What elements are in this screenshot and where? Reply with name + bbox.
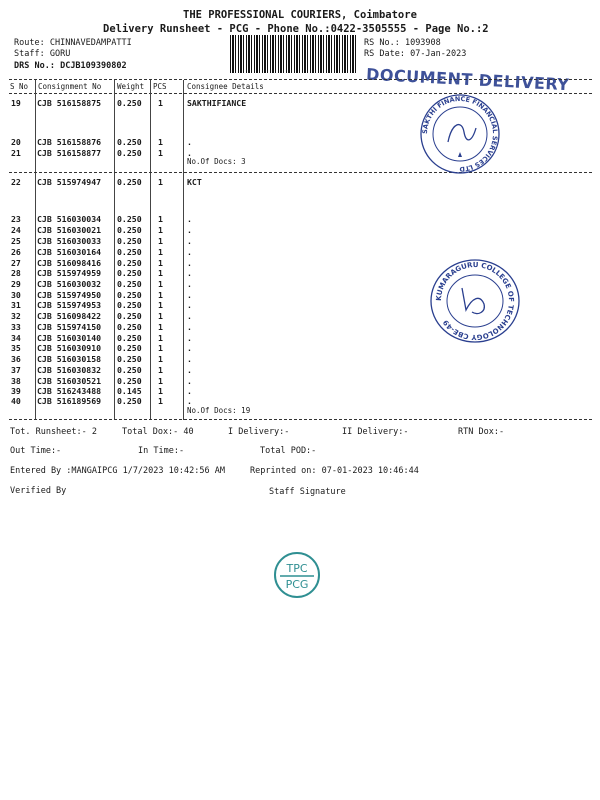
row-sno: 33	[11, 322, 21, 332]
row-pcs: 1	[158, 365, 163, 375]
row-pcs: 1	[158, 354, 163, 364]
table-row	[0, 98, 600, 109]
table-row	[0, 177, 600, 188]
row-sno: 20	[11, 137, 21, 147]
table-row	[0, 396, 600, 407]
col-sno: S No	[10, 82, 29, 91]
row-pcs: 1	[158, 268, 163, 278]
rs-no-value: 1093908	[404, 38, 441, 48]
row-consignee: .	[187, 365, 192, 375]
row-sno: 22	[11, 177, 21, 187]
row-weight: 0.250	[117, 258, 142, 268]
row-sno: 27	[11, 258, 21, 268]
row-consignee: .	[187, 279, 192, 289]
row-consignment: CJB 516030032	[37, 279, 102, 289]
table-row	[0, 214, 600, 225]
document-delivery-stamp: DOCUMENT DELIVERY	[365, 64, 570, 95]
rs-date-label: RS Date:	[364, 49, 405, 59]
table-row	[0, 225, 600, 236]
entered-by: Entered By :MANGAIPCG 1/7/2023 10:42:56 AM	[10, 466, 225, 476]
rs-date-value: 07-Jan-2023	[410, 49, 467, 59]
table-row	[0, 354, 600, 365]
row-pcs: 1	[158, 376, 163, 386]
row-pcs: 1	[158, 333, 163, 343]
row-consignment: CJB 516158876	[37, 137, 102, 147]
row-consignee: .	[187, 333, 192, 343]
staff-value: GORU	[49, 49, 71, 59]
row-pcs: 1	[158, 322, 163, 332]
row-pcs: 1	[158, 247, 163, 257]
row-consignee: .	[187, 386, 192, 396]
staff-label: Staff:	[14, 49, 45, 59]
row-sno: 34	[11, 333, 21, 343]
row-pcs: 1	[158, 279, 163, 289]
row-consignee: .	[187, 354, 192, 364]
row-consignment: CJB 515974953	[37, 300, 102, 310]
row-pcs: 1	[158, 148, 163, 158]
route-value: CHINNAVEDAMPATTI	[49, 38, 132, 48]
row-weight: 0.250	[117, 290, 142, 300]
rs-no-label: RS No.:	[364, 38, 400, 48]
row-weight: 0.250	[117, 279, 142, 289]
group-docs-count: No.Of Docs: 3	[187, 157, 246, 166]
row-sno: 25	[11, 236, 21, 246]
route-line	[14, 38, 132, 48]
row-consignment: CJB 516098416	[37, 258, 102, 268]
header-top-rule	[9, 79, 592, 80]
row-pcs: 1	[158, 177, 163, 187]
row-consignee: .	[187, 311, 192, 321]
row-weight: 0.145	[117, 386, 142, 396]
staff-signature: Staff Signature	[269, 487, 346, 497]
row-weight: 0.250	[117, 98, 142, 108]
row-weight: 0.250	[117, 365, 142, 375]
kumaraguru-college-stamp	[428, 258, 522, 344]
table-row	[0, 343, 600, 354]
row-consignment: CJB 515974950	[37, 290, 102, 300]
row-pcs: 1	[158, 225, 163, 235]
row-consignee: .	[187, 290, 192, 300]
table-row	[0, 365, 600, 376]
row-pcs: 1	[158, 258, 163, 268]
row-weight: 0.250	[117, 300, 142, 310]
row-consignment: CJB 515974959	[37, 268, 102, 278]
table-row	[0, 137, 600, 148]
row-sno: 38	[11, 376, 21, 386]
row-consignee: .	[187, 225, 192, 235]
rtn-dox: RTN Dox:-	[458, 427, 505, 437]
row-consignment: CJB 515974947	[37, 177, 102, 187]
signature-scribble	[462, 288, 484, 314]
row-consignee: .	[187, 322, 192, 332]
row-consignee: .	[187, 268, 192, 278]
row-consignment: CJB 516158875	[37, 98, 102, 108]
row-consignment: CJB 516030910	[37, 343, 102, 353]
row-consignee: .	[187, 258, 192, 268]
row-sno: 28	[11, 268, 21, 278]
row-sno: 36	[11, 354, 21, 364]
table-row	[0, 236, 600, 247]
row-consignment: CJB 516030832	[37, 365, 102, 375]
ii-delivery: II Delivery:-	[342, 427, 409, 437]
out-time: Out Time:-	[10, 446, 62, 456]
tpc-pcg-logo	[271, 551, 323, 599]
row-sno: 23	[11, 214, 21, 224]
logo-bottom-text: PCG	[285, 578, 309, 591]
row-consignee: KCT	[187, 177, 202, 187]
row-sno: 37	[11, 365, 21, 375]
tot-runsheet: Tot. Runsheet:- 2	[10, 427, 97, 437]
star-icon	[458, 152, 462, 157]
row-consignment: CJB 516158877	[37, 148, 102, 158]
row-weight: 0.250	[117, 333, 142, 343]
kumaraguru-stamp-text: KUMARAGURU COLLEGE OF TECHNOLOGY CBE-49	[434, 260, 516, 342]
row-sno: 24	[11, 225, 21, 235]
route-label: Route:	[14, 38, 45, 48]
row-pcs: 1	[158, 300, 163, 310]
row-sno: 31	[11, 300, 21, 310]
runsheet-title: Delivery Runsheet - PCG - Phone No.:0422-3505555 - Page No.:2	[103, 23, 489, 35]
group-docs-count: No.Of Docs: 19	[187, 406, 251, 415]
row-weight: 0.250	[117, 343, 142, 353]
row-consignee: .	[187, 396, 192, 406]
row-consignment: CJB 516030521	[37, 376, 102, 386]
row-pcs: 1	[158, 137, 163, 147]
logo-top-text: TPC	[286, 562, 308, 575]
row-weight: 0.250	[117, 322, 142, 332]
row-consignment: CJB 516030021	[37, 225, 102, 235]
drs-label: DRS No.:	[14, 61, 55, 71]
barcode	[230, 35, 356, 73]
row-consignment: CJB 515974150	[37, 322, 102, 332]
row-weight: 0.250	[117, 376, 142, 386]
row-consignee: .	[187, 300, 192, 310]
header-bottom-rule	[9, 93, 592, 94]
rs-date-line	[364, 49, 466, 59]
col-consignment: Consignment No	[38, 82, 102, 91]
sakthi-stamp-text: SAKTHI FINANCE FINANCIAL SERVICES LTD	[420, 94, 500, 174]
table-bottom-rule	[9, 419, 592, 420]
row-consignee: .	[187, 148, 192, 158]
row-pcs: 1	[158, 343, 163, 353]
table-row	[0, 148, 600, 159]
row-consignment: CJB 516030158	[37, 354, 102, 364]
table-row	[0, 247, 600, 258]
row-weight: 0.250	[117, 396, 142, 406]
row-weight: 0.250	[117, 137, 142, 147]
row-pcs: 1	[158, 311, 163, 321]
row-consignee: .	[187, 376, 192, 386]
row-consignee: SAKTHIFIANCE	[187, 98, 247, 108]
row-consignee: .	[187, 214, 192, 224]
row-weight: 0.250	[117, 354, 142, 364]
row-weight: 0.250	[117, 225, 142, 235]
row-sno: 40	[11, 396, 21, 406]
row-pcs: 1	[158, 290, 163, 300]
row-weight: 0.250	[117, 236, 142, 246]
row-consignee: .	[187, 247, 192, 257]
row-sno: 32	[11, 311, 21, 321]
row-sno: 21	[11, 148, 21, 158]
row-pcs: 1	[158, 214, 163, 224]
row-consignment: CJB 516030033	[37, 236, 102, 246]
row-consignee: .	[187, 137, 192, 147]
row-sno: 30	[11, 290, 21, 300]
row-weight: 0.250	[117, 148, 142, 158]
staff-line	[14, 49, 70, 59]
i-delivery: I Delivery:-	[228, 427, 290, 437]
row-consignment: CJB 516098422	[37, 311, 102, 321]
drs-value: DCJB109390802	[60, 61, 127, 71]
drs-line	[14, 61, 127, 71]
in-time: In Time:-	[138, 446, 185, 456]
row-consignment: CJB 516030140	[37, 333, 102, 343]
row-sno: 29	[11, 279, 21, 289]
reprinted-on: Reprinted on: 07-01-2023 10:46:44	[250, 466, 419, 476]
rs-no-line	[364, 38, 441, 48]
row-pcs: 1	[158, 386, 163, 396]
verified-by: Verified By	[10, 486, 67, 496]
col-consignee: Consignee Details	[187, 82, 264, 91]
company-name: THE PROFESSIONAL COURIERS, Coimbatore	[183, 9, 417, 21]
row-consignee: .	[187, 343, 192, 353]
row-pcs: 1	[158, 236, 163, 246]
row-weight: 0.250	[117, 268, 142, 278]
row-consignment: CJB 516189569	[37, 396, 102, 406]
row-sno: 26	[11, 247, 21, 257]
row-pcs: 1	[158, 98, 163, 108]
row-consignment: CJB 516243488	[37, 386, 102, 396]
total-pod: Total POD:-	[260, 446, 317, 456]
sakthi-finance-stamp	[418, 92, 502, 176]
row-consignment: CJB 516030034	[37, 214, 102, 224]
total-dox: Total Dox:- 40	[122, 427, 194, 437]
row-weight: 0.250	[117, 247, 142, 257]
row-sno: 35	[11, 343, 21, 353]
signature-scribble	[448, 125, 476, 142]
col-weight: Weight	[117, 82, 145, 91]
row-weight: 0.250	[117, 311, 142, 321]
group-rule	[9, 172, 592, 173]
row-weight: 0.250	[117, 214, 142, 224]
row-weight: 0.250	[117, 177, 142, 187]
row-sno: 19	[11, 98, 21, 108]
row-pcs: 1	[158, 396, 163, 406]
col-pcs: PCS	[153, 82, 167, 91]
row-consignee: .	[187, 236, 192, 246]
row-consignment: CJB 516030164	[37, 247, 102, 257]
row-sno: 39	[11, 386, 21, 396]
